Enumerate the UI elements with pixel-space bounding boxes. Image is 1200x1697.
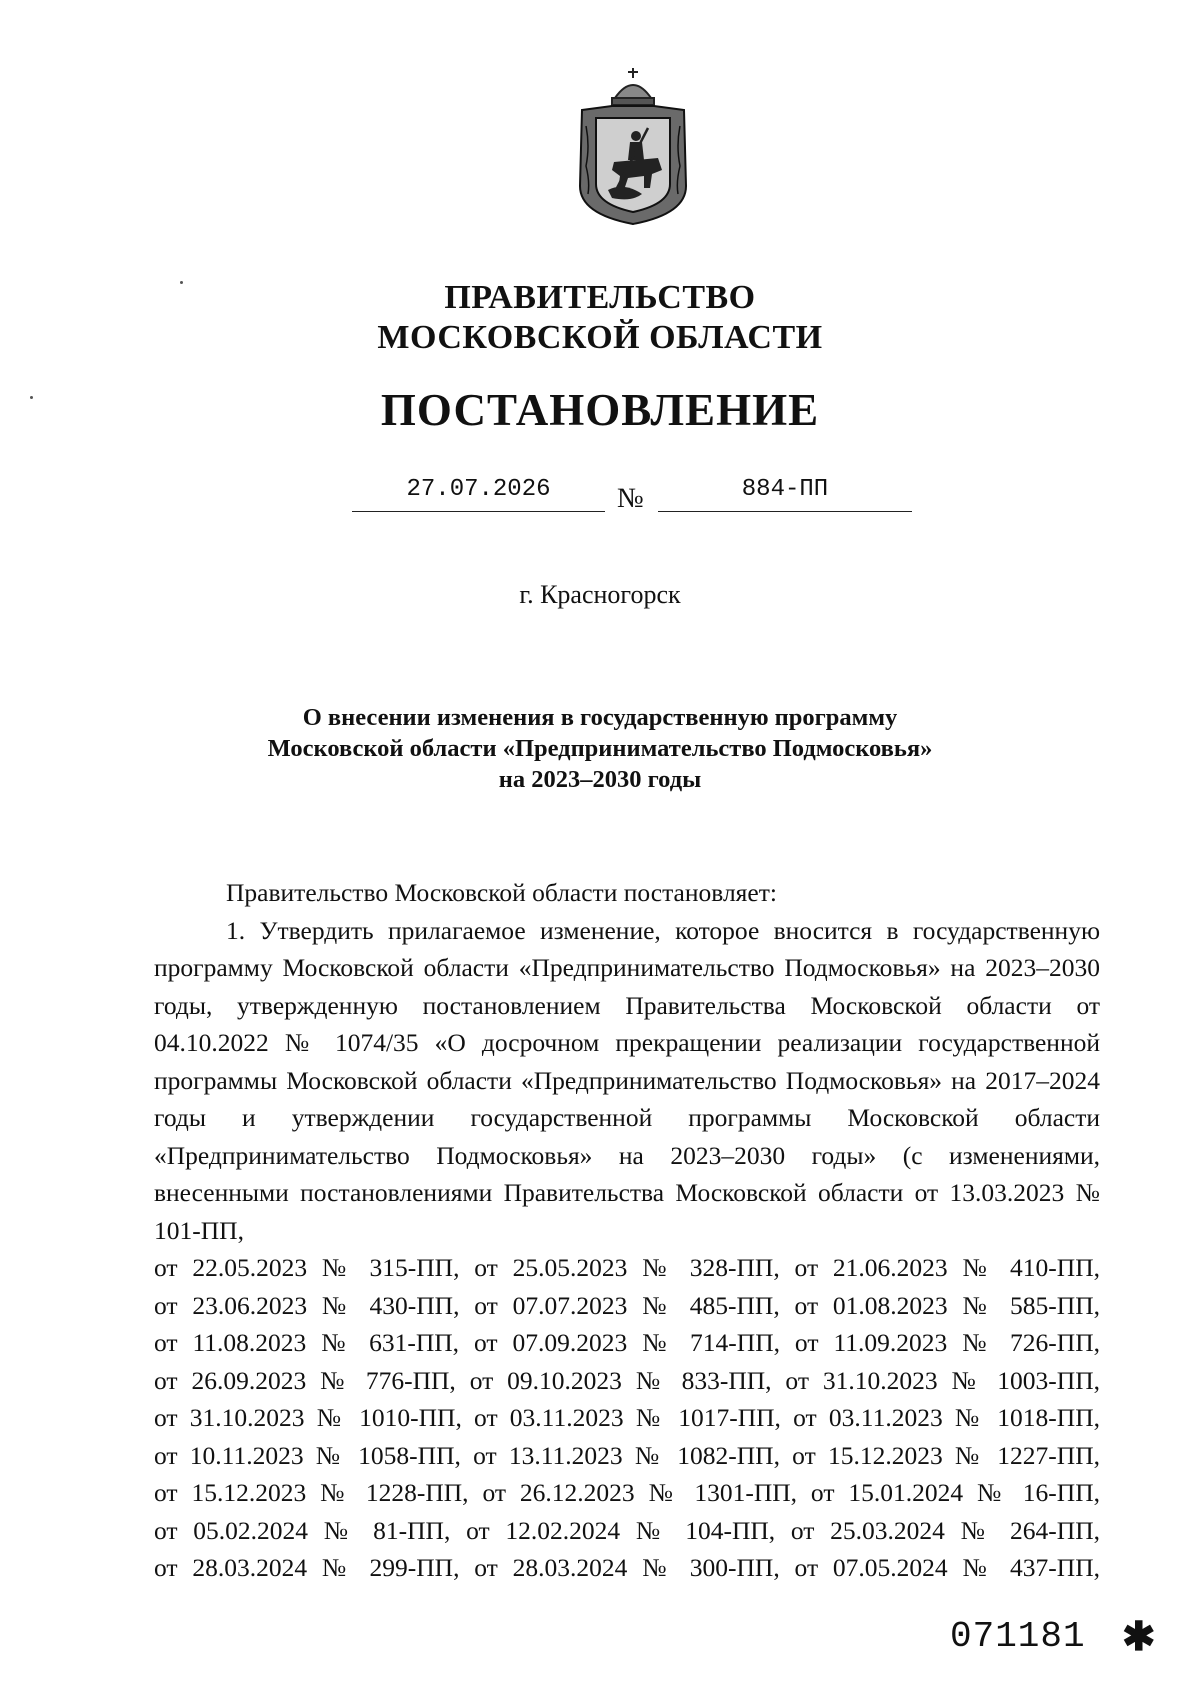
document-body [154,874,1100,1587]
reference-line: от 15.12.2023 № 1228-ПП, от 26.12.2023 № 1301-ПП, от 15.01.2024 № 16-ПП, [154,1478,1100,1507]
city: г. Красногорск [519,580,681,609]
paragraph-1: 1. Утвердить прилагаемое изменение, которое вносится в государственную программу Московской области «Предпринимательство Подмосковья» на 2023–2030 годы, утвержденную постановлением Правительства Московской области от 04.10.2022 № 1074/35 «О досрочном прекращении реализации государственной программы Московской области «Предпринимательство Подмосковья» на 2017–2024 годы и утверждении государственной программы Московской области «Предпринимательство Подмосковья» на 2023–2030 годы» (с изменениями, внесенными постановлениями Правительства Московской области от 13.03.2023 № 101-ПП, [154,915,1100,1245]
document-type: ПОСТАНОВЛЕНИЕ [380,385,820,435]
reference-line: от 10.11.2023 № 1058-ПП, от 13.11.2023 № 1082-ПП, от 15.12.2023 № 1227-ПП, [154,1440,1100,1470]
organization-line-2: МОСКОВСКОЙ ОБЛАСТИ [377,319,823,356]
date-number-line [352,475,912,515]
organization-line-1: ПРАВИТЕЛЬСТВО [444,279,756,316]
number-sign: № [617,483,644,514]
scan-speck [30,396,33,399]
document-number: 884-ПП [658,475,912,512]
registration-stamp-number: 071181 [950,1616,1086,1657]
organization-name [0,278,1200,358]
reference-line: от 31.10.2023 № 1010-ПП, от 03.11.2023 № 1017-ПП, от 03.11.2023 № 1018-ПП, [154,1403,1100,1432]
title-line-3: на 2023–2030 годы [498,766,702,793]
reference-line: от 05.02.2024 № 81-ПП, от 12.02.2024 № 104-ПП, от 25.03.2024 № 264-ПП, [154,1515,1100,1545]
reference-line: от 26.09.2023 № 776-ПП, от 09.10.2023 № 833-ПП, от 31.10.2023 № 1003-ПП, [154,1365,1100,1395]
title-line-1: О внесении изменения в государственную программу [302,704,898,731]
intro-paragraph: Правительство Московской области постановляет: [226,878,777,907]
reference-line: от 23.06.2023 № 430-ПП, от 07.07.2023 № 485-ПП, от 01.08.2023 № 585-ПП, [154,1290,1100,1320]
title-line-2: Московской области «Предпринимательство Подмосковья» [267,735,933,762]
reference-line: от 11.08.2023 № 631-ПП, от 07.09.2023 № 714-ПП, от 11.09.2023 № 726-ПП, [154,1328,1100,1357]
reference-line: от 28.03.2024 № 299-ПП, от 28.03.2024 № 300-ПП, от 07.05.2024 № 437-ПП, [154,1553,1100,1582]
asterisk-mark: ✱ [1122,1614,1156,1659]
coat-of-arms-icon [572,66,694,226]
reference-line: от 22.05.2023 № 315-ПП, от 25.05.2023 № 328-ПП, от 21.06.2023 № 410-ПП, [154,1253,1100,1282]
document-title [0,702,1200,795]
scan-speck [180,281,183,284]
document-date: 27.07.2026 [352,475,605,512]
